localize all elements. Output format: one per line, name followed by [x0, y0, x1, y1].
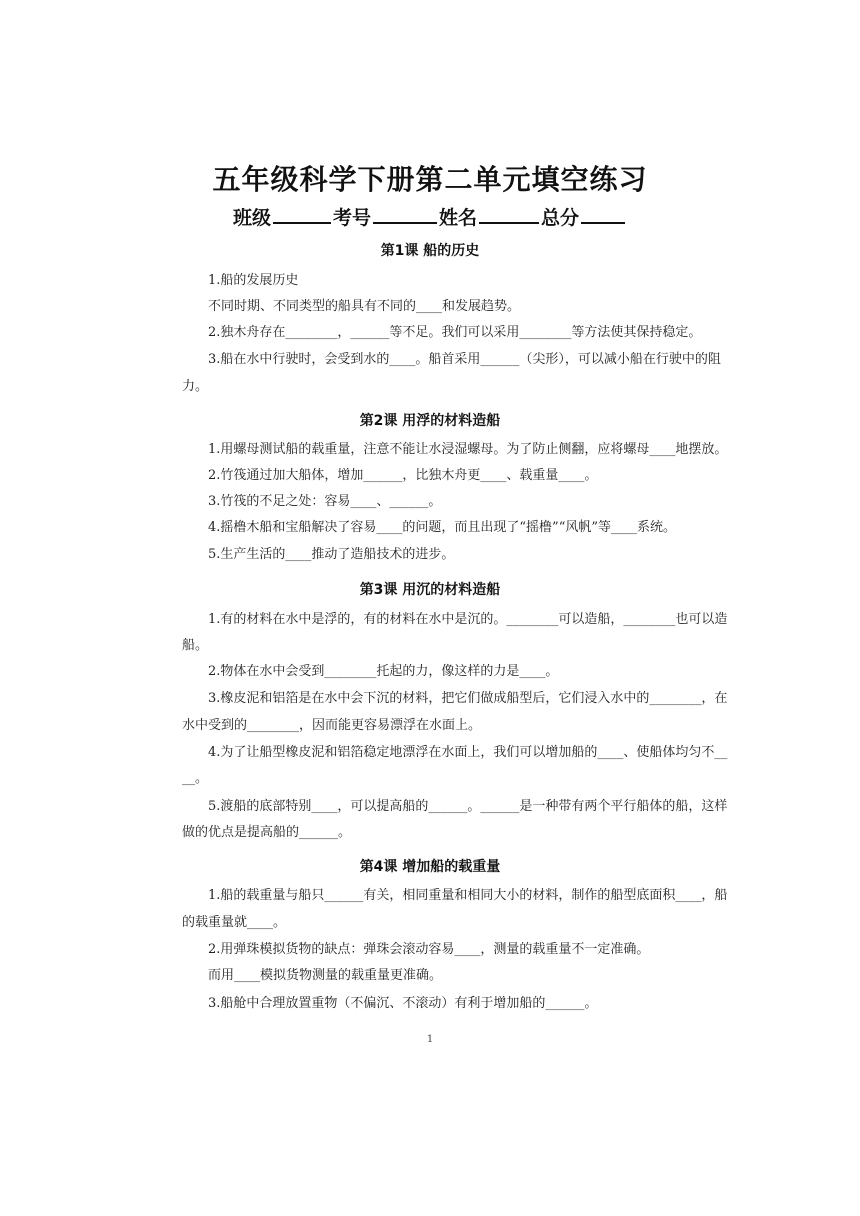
text-line: 的载重量就____。 — [182, 915, 287, 930]
text-line: 3.竹筏的不足之处：容易____、______。 — [208, 494, 442, 509]
header-fields — [0, 203, 860, 230]
section-title-lesson-3: 第3课 用沉的材料造船 — [359, 582, 501, 598]
text-line: 1.船的发展历史 — [208, 273, 299, 288]
section-title-lesson-1: 第1课 船的历史 — [380, 243, 480, 259]
exam-number-blank — [373, 204, 437, 224]
page-title: 五年级科学下册第二单元填空练习 — [212, 163, 648, 196]
exam-number-label: 考号 — [332, 207, 371, 229]
class-blank — [273, 204, 331, 224]
text-line: 4.为了让船型橡皮泥和铝箔稳定地漂浮在水面上，我们可以增加船的____、使船体均匀不__ — [208, 745, 728, 760]
text-line: 5.生产生活的____推动了造船技术的进步。 — [208, 547, 455, 562]
text-line: 3.橡皮泥和铝箔是在水中会下沉的材料，把它们做成船型后，它们浸入水中的________，在 — [208, 691, 728, 706]
page-number: 1 — [426, 1034, 434, 1045]
total-score-label: 总分 — [541, 207, 580, 229]
text-line: 做的优点是提高船的______。 — [182, 825, 352, 840]
text-line: 而用____模拟货物测量的载重量更准确。 — [208, 968, 443, 983]
name-blank — [479, 204, 539, 224]
text-line: 力。 — [182, 379, 209, 394]
section-title-lesson-2: 第2课 用浮的材料造船 — [359, 413, 501, 429]
text-line: 2.独木舟存在________，______等不足。我们可以采用________等方法使其保持稳定。 — [208, 325, 702, 340]
text-line: 2.用弹珠模拟货物的缺点：弹珠会滚动容易____，测量的载重量不一定准确。 — [208, 942, 650, 957]
section-title-lesson-4: 第4课 增加船的载重量 — [359, 859, 501, 875]
text-line: 5.渡船的底部特别____，可以提高船的______。______是一种带有两个平行船体的船，这样 — [208, 799, 728, 814]
text-line: 1.用螺母测试船的载重量，注意不能让水浸湿螺母。为了防止侧翻，应将螺母____地摆放。 — [208, 442, 728, 457]
text-line: 2.竹筏通过加大船体，增加______，比独木舟更____、载重量____。 — [208, 468, 598, 483]
text-line: 3.船在水中行驶时，会受到水的____。船首采用______（尖形），可以减小船在行驶中的阻 — [208, 352, 721, 367]
name-label: 姓名 — [439, 207, 478, 229]
class-label: 班级 — [232, 207, 271, 229]
text-line: 不同时期、不同类型的船具有不同的____和发展趋势。 — [208, 299, 521, 314]
text-line: 船。 — [182, 638, 209, 653]
text-line: 4.摇橹木船和宝船解决了容易____的问题，而且出现了“摇橹”“风帆”等____系统。 — [208, 520, 676, 535]
text-line: 3.船舱中合理放置重物（不偏沉、不滚动）有利于增加船的______。 — [208, 996, 598, 1011]
text-line: 2.物体在水中会受到________托起的力，像这样的力是____。 — [208, 664, 559, 679]
text-line: 1.船的载重量与船只______有关，相同重量和相同大小的材料，制作的船型底面积____，船 — [208, 888, 728, 903]
total-score-blank — [581, 204, 625, 224]
text-line: __。 — [182, 771, 209, 786]
text-line: 1.有的材料在水中是浮的，有的材料在水中是沉的。________可以造船，________也可以造 — [208, 612, 728, 627]
text-line: 水中受到的________，因而能更容易漂浮在水面上。 — [182, 718, 482, 733]
